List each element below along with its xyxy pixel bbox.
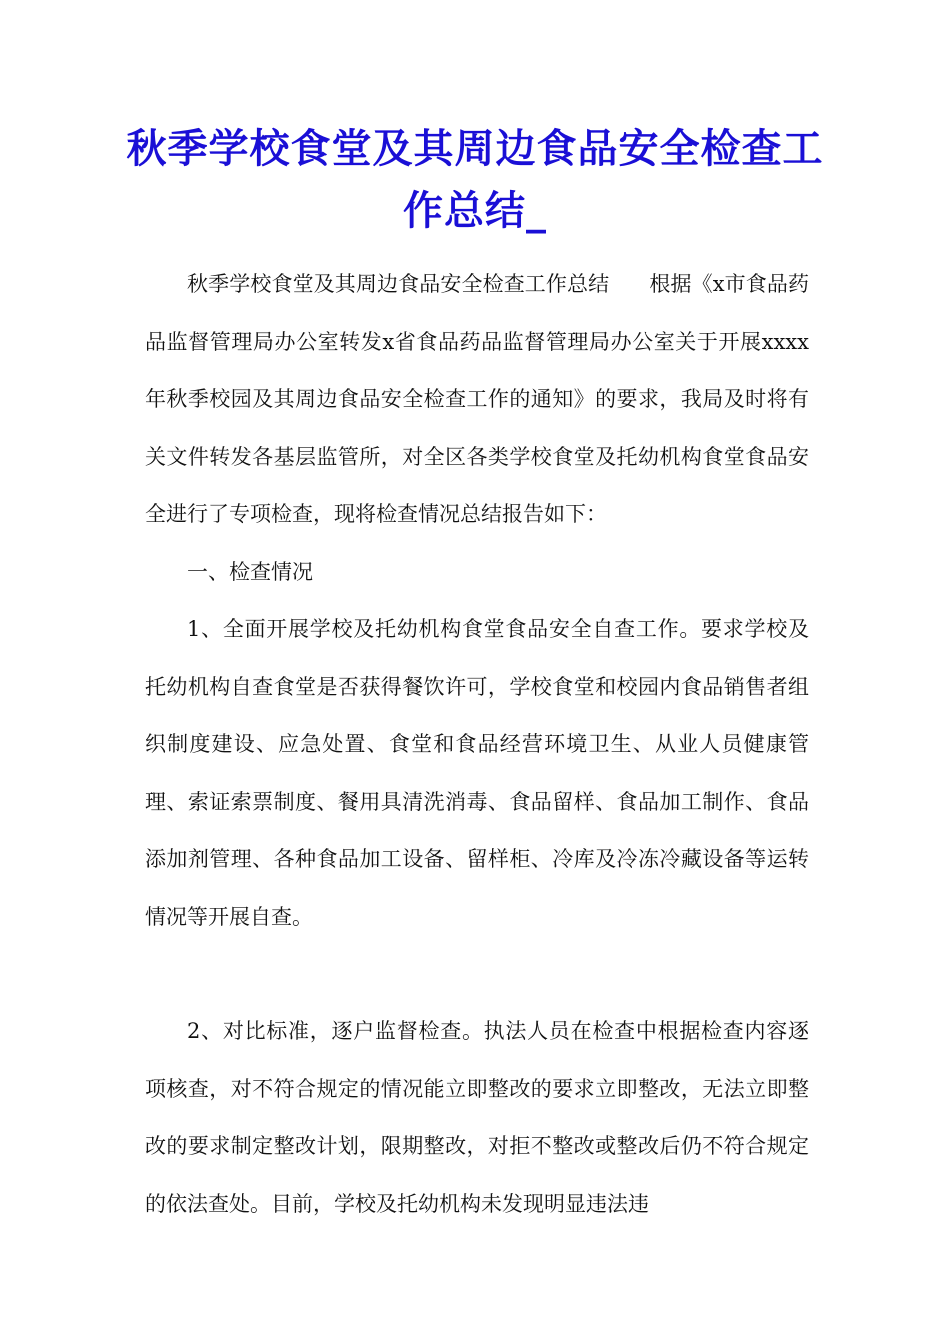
intro-rest: 根据《x市食品药品监督管理局办公室转发x省食品药品监督管理局办公室关于开展xxxx年秋季校园及其周边食品安全检查工作的通知》的要求，我局及时将有关文件转发各基层监管所，对全区各类学校食堂及托幼机构食堂食品安全进行了专项检查，现将检查情况总结报告如下：: [145, 272, 810, 526]
intro-lead: 秋季学校食堂及其周边食品安全检查工作总结: [187, 272, 610, 296]
paragraph-gap: [145, 946, 809, 1003]
paragraph-2: 2、对比标准，逐户监督检查。执法人员在检查中根据检查内容逐项核查，对不符合规定的情况能立即整改的要求立即整改，无法立即整改的要求制定整改计划，限期整改，对拒不整改或整改后仍不符合规定的依法查处。目前，学校及托幼机构未发现明显违法违: [145, 1019, 809, 1216]
intro-paragraph: [145, 256, 809, 544]
paragraph-1: 1、全面开展学校及托幼机构食堂食品安全自查工作。要求学校及托幼机构自查食堂是否获得餐饮许可，学校食堂和校园内食品销售者组织制度建设、应急处置、食堂和食品经营环境卫生、从业人员健康管理、索证索票制度、餐用具清洗消毒、食品留样、食品加工制作、食品添加剂管理、各种食品加工设备、留样柜、冷库及冷冻冷藏设备等运转情况等开展自查。: [145, 617, 809, 929]
document-title: 秋季学校食堂及其周边食品安全检查工作总结_: [126, 125, 824, 234]
section-heading: 一、检查情况: [187, 559, 313, 584]
document-body: [145, 256, 809, 1233]
